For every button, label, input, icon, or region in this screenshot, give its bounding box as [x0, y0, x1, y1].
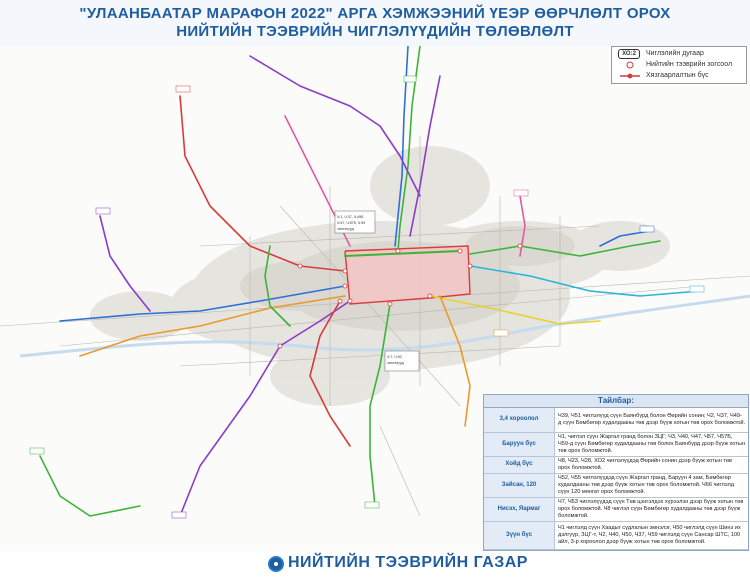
zone-description: Ч8, Ч23, Ч28, ХО2 чиглэлүүдэд Өөрийн сонин дээр бүүж хотын төв орох боломжтой. — [555, 456, 749, 473]
zone-name: 3,4 хороолол — [484, 408, 555, 432]
table-row — [484, 408, 748, 432]
map-callout-1 — [335, 211, 375, 233]
svg-text:чиглэлүүд: чиглэлүүд — [387, 361, 404, 365]
page-title-line1: "УЛААНБААТАР МАРАФОН 2022" АРГА ХЭМЖЭЭНИЙ ҮЕЭР ӨӨРЧЛӨЛТ ОРОХ — [79, 5, 671, 22]
agency-name: НИЙТИЙН ТЭЭВРИЙН ГАЗАР — [288, 554, 528, 571]
legend-label-route-number: Чиглэлийн дугаар — [646, 50, 704, 57]
route-number-badge-icon: ХО:2 — [618, 49, 640, 59]
table-row — [484, 432, 748, 456]
table-row — [484, 497, 748, 521]
zone-name: Нисэх, Яармаг — [484, 497, 555, 521]
legend-row-bus-stop — [612, 60, 746, 70]
legend-row-route-number — [612, 49, 746, 59]
table-row — [484, 521, 748, 549]
zone-name: Хойд бүс — [484, 456, 555, 473]
zone-description: Ч1, чиглэл сүүн Жаргал гранд болон ЗЦГ; Ч3, Ч40, Ч47, Ч57, Ч57Б, Ч59-д сүүн Бөмбөгөр худалдааны төв болон Баянбүрд дээр бүүж хотын төв орох боломжтой. — [555, 432, 749, 456]
explanation-table — [483, 394, 749, 551]
restriction-zone-line-icon — [618, 71, 642, 81]
legend-row-restriction-zone — [612, 71, 746, 81]
zone-description: Ч39, Ч51 чиглэлүүд сүүн Баянбүрд болон Өөрийн сонин; Ч2, Ч37, Ч49-д сүүн Бөмбөгөр худалдааны төв дээр бүүж хотын төв орох боломжтой. — [555, 408, 749, 432]
bus-stop-circle-icon — [618, 60, 642, 70]
map-callout-2 — [385, 351, 419, 371]
svg-text:чиглэлүүд: чиглэлүүд — [337, 227, 354, 231]
page-title-line2: НИЙТИЙН ТЭЭВРИЙН ЧИГЛЭЛҮҮДИЙН ТӨЛӨВЛӨЛТ — [176, 23, 574, 40]
map-legend — [611, 46, 747, 84]
header-banner — [0, 0, 750, 47]
legend-label-restriction-zone: Хязгаарлалтын бүс — [646, 72, 709, 79]
explanation-rows — [484, 408, 748, 550]
zone-description: Ч1 чиглэлд сүүн Хаадыг сүдлалын эмнэлэг, Ч50 чиглэлд сүүн Шинэ их дэлгүүр, ЗЦГ-т, Ч2, Ч40, Ч50, Ч37, Ч59 чиглэлд сүүн Сансар ШТС, 100 айл, 3-р хороолол дээр бүүж хотын төв орох боломжтой. — [555, 521, 749, 549]
agency-logo-icon — [268, 556, 284, 572]
svg-text:Ч:57, Ч:57б, Ч:59: Ч:57, Ч:57б, Ч:59 — [337, 221, 366, 225]
zone-name: Баруун бүс — [484, 432, 555, 456]
table-row — [484, 473, 748, 497]
table-row — [484, 456, 748, 473]
zone-name: Зүүн бүс — [484, 521, 555, 549]
table-title: Тайлбар: — [484, 395, 748, 408]
zone-name: Зайсан, 120 — [484, 473, 555, 497]
callout-1-text: Ч:1, Ч:37, Ч:49б, — [337, 215, 365, 219]
zone-description: Ч7, Ч53 чиглэлүүдэд сүүн Төв цэнгэлдэх хүрээлэн дээр бүүж хотын төв орох боломжтой. Ч8 чиглэл сүүн Бөмбөгөр худалдааны төв дээр бүүж боломжтой. — [555, 497, 749, 521]
legend-label-bus-stop: Нийтийн тээврийн зогсоол — [646, 61, 733, 68]
zone-description: Ч52, Ч55 чиглэлүүдэд сүүн Жаргал гранд, Баруун 4 зам, Бөмбөгөр худалдааны төв дээр бүүж хотын төв орох боломжтой. Ч66 чиглэлд сүүн 120 мянгат орох боломжтой. — [555, 473, 749, 497]
svg-text:Ч:7, Ч:53: Ч:7, Ч:53 — [387, 355, 402, 359]
